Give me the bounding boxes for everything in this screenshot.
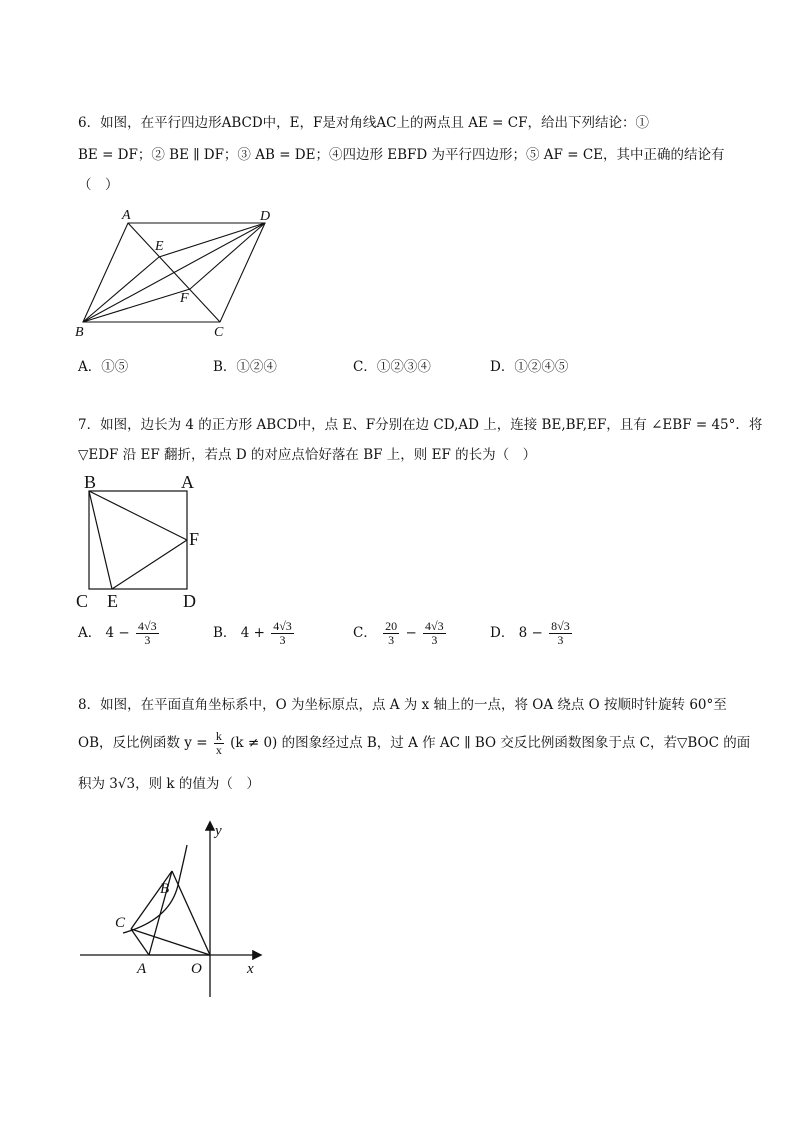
label-f: F [189,529,200,549]
q8-line2-end: (k ≠ 0) 的图象经过点 B，过 A 作 AC ∥ BO 交反比例函数图象于点 C，若▽BOC 的面 [230,735,751,751]
q8-stem-line2 [78,730,750,757]
label-a: A [181,472,194,492]
option-key: B． [213,625,237,641]
segment-fd [190,223,265,289]
label-a: A [122,208,131,223]
q6-option-b[interactable] [213,355,277,375]
label-b: B [84,472,97,492]
q6-stem-line1: 6．如图，在平行四边形ABCD中，E，F是对角线AC上的两点且 AE = CF，给出下列结论：① [78,115,649,131]
label-a: A [137,961,147,977]
label-o: O [191,961,202,977]
segment-bd [83,223,265,322]
fraction: $\frac{4√3}{3}$ [273,619,292,647]
label-f: F [180,291,189,306]
q7-option-d[interactable] [490,620,574,647]
label-d: D [260,209,271,224]
q6-option-d[interactable] [490,355,568,375]
label-e: E [155,239,164,254]
label-b: B [160,881,170,897]
q8-line2-start: OB，反比例函数 y = [78,735,208,751]
q6-stem-line3: （ ） [78,177,119,193]
label-c: C [115,915,126,931]
option-text: ①⑤ [101,359,129,375]
option-key: D． [490,625,515,641]
hyperbola-curve [123,845,187,933]
q8-stem-line3: 积为 3√3，则 k 的值为（ ） [78,776,260,792]
option-key: C． [353,359,377,375]
label-c: C [214,325,224,340]
q7-option-b[interactable] [213,620,296,647]
option-key: B． [213,359,237,375]
segment-be [89,491,112,589]
q7-option-c[interactable] [353,620,448,647]
segment-ef [112,540,187,589]
q6-option-a[interactable] [78,355,128,375]
option-mid: − [405,625,417,641]
q7-square-figure [70,470,220,615]
option-key: D． [490,359,515,375]
fraction: $\frac{8√3}{3}$ [551,619,570,647]
option-pre: 4 + [240,625,265,641]
option-pre: 4 − [105,625,130,641]
option-text: ①②④ [236,359,277,375]
fraction: $\frac{4√3}{3}$ [138,619,157,647]
segment-be [83,257,159,322]
q8-coordinate-figure [75,815,275,1005]
fraction: $\frac{20}{3}$ [385,619,398,647]
option-text: ①②④⑤ [514,359,569,375]
label-y: y [215,823,222,839]
label-b: B [75,325,84,340]
q8-stem-line1: 8．如图，在平面直角坐标系中，O 为坐标原点，点 A 为 x 轴上的一点，将 OA 绕点 O 按顺时针旋转 60°至 [78,697,727,713]
q7-option-a[interactable] [78,620,161,647]
option-pre: 8 − [518,625,543,641]
q6-parallelogram-figure [70,205,300,340]
square-bacd [89,491,187,589]
q7-stem-line1: 7．如图，边长为 4 的正方形 ABCD中，点 E、F分别在边 CD,AD 上，连接 BE,BF,EF，且有 ∠EBF = 45°．将 [78,417,763,433]
label-c: C [76,591,89,611]
q7-stem-line2: ▽EDF 沿 EF 翻折，若点 D 的对应点恰好落在 BF 上，则 EF 的长为（ ） [78,447,537,463]
segment-ac [131,929,149,955]
segment-bf [89,491,187,540]
q6-stem-line2: BE = DF；② BE ∥ DF；③ AB = DE；④四边形 EBFD 为平行四边形；⑤ AF = CE，其中正确的结论有 [78,147,725,163]
option-key: A． [78,359,102,375]
q6-option-c[interactable] [353,355,431,375]
segment-oc [131,929,210,955]
fraction: $\frac{4√3}{3}$ [425,619,444,647]
segment-ob [172,871,210,955]
q8-function-fraction: $\frac{k}{x}$ [215,729,222,757]
label-e: E [107,591,118,611]
option-text: ①②③④ [376,359,431,375]
label-d: D [183,591,196,611]
option-key: C． [353,625,377,641]
label-x: x [247,961,254,977]
option-key: A． [78,625,102,641]
segment-bf [83,289,190,322]
